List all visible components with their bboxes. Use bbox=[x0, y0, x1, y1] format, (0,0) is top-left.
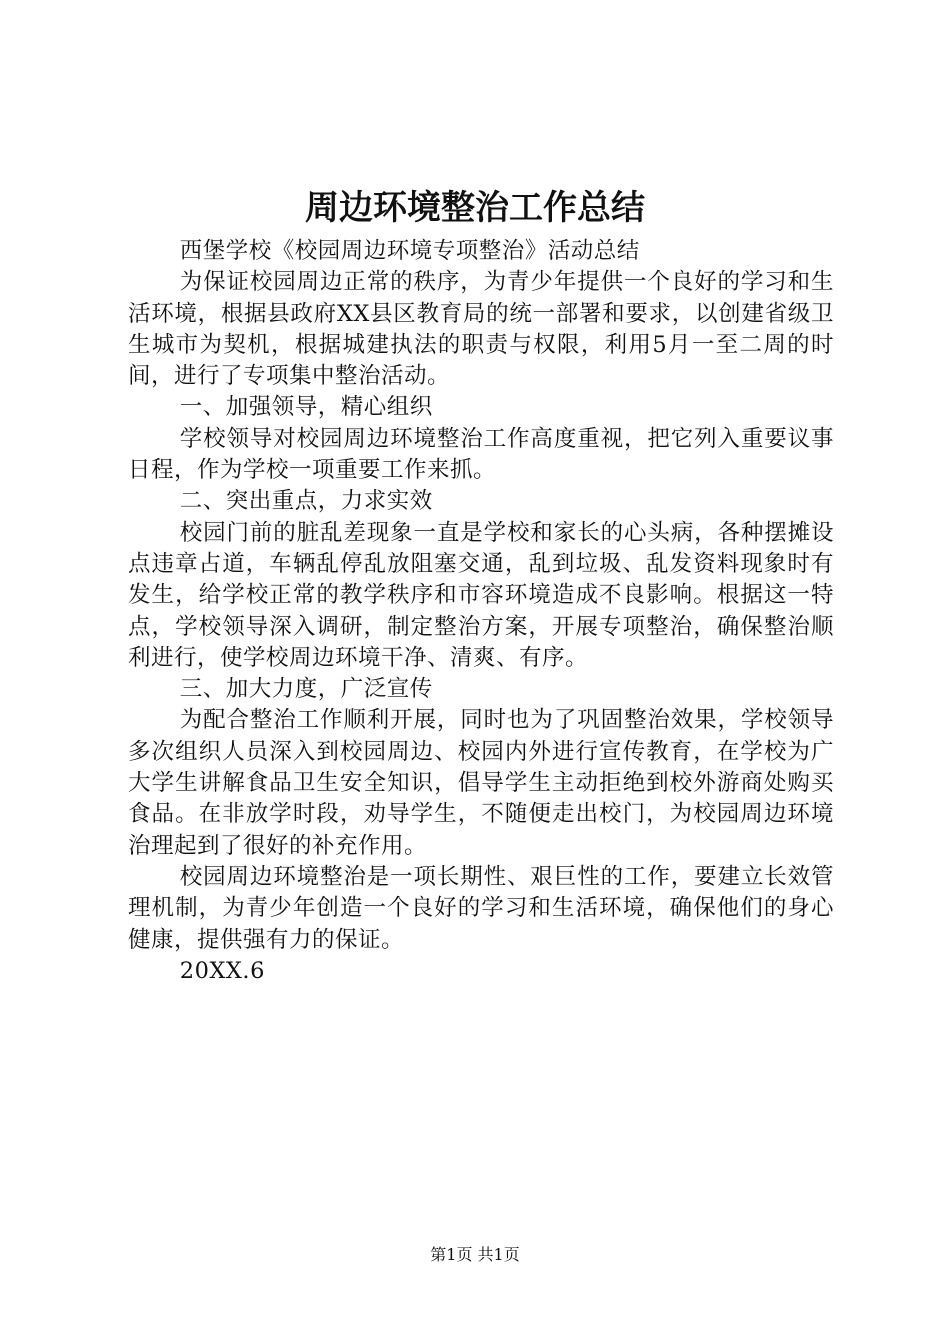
paragraph-section-3: 为配合整治工作顺利开展，同时也为了巩固整治效果，学校领导多次组织人员深入到校园周边、校园内外进行宣传教育，在学校为广大学生讲解食品卫生安全知识，倡导学生主动拒绝到校外游商处购买食品。在非放学时段，劝导学生，不随便走出校门，为校园周边环境治理起到了很好的补充作用。 bbox=[128, 707, 834, 859]
section-heading-1: 一、加强领导，精心组织 bbox=[179, 394, 433, 421]
document-date: 20XX.6 bbox=[179, 957, 265, 984]
paragraph-subtitle: 西堡学校《校园周边环境专项整治》活动总结 bbox=[179, 238, 640, 264]
page-number-footer: 第1页 共1页 bbox=[430, 1245, 520, 1264]
paragraph-section-2: 校园门前的脏乱差现象一直是学校和家长的心头病，各种摆摊设点违章占道，车辆乱停乱放阻塞交通，乱到垃圾、乱发资料现象时有发生，给学校正常的教学秩序和市容环境造成不良影响。根据这一特点，学校领导深入调研，制定整治方案，开展专项整治，确保整治顺利进行，使学校周边环境干净、清爽、有序。 bbox=[128, 519, 834, 671]
document-title: 周边环境整治工作总结 bbox=[305, 188, 645, 228]
section-heading-2: 二、突出重点，力求实效 bbox=[179, 488, 433, 515]
paragraph-conclusion: 校园周边环境整治是一项长期性、艰巨性的工作，要建立长效管理机制，为青少年创造一个良好的学习和生活环境，确保他们的身心健康，提供强有力的保证。 bbox=[128, 863, 834, 953]
section-heading-3: 三、加大力度，广泛宣传 bbox=[179, 676, 433, 703]
document-body bbox=[128, 236, 834, 987]
paragraph-section-1: 学校领导对校园周边环境整治工作高度重视，把它列入重要议事日程，作为学校一项重要工作来抓。 bbox=[128, 425, 834, 484]
paragraph-intro: 为保证校园周边正常的秩序，为青少年提供一个良好的学习和生活环境，根据县政府XX县区教育局的统一部署和要求，以创建省级卫生城市为契机，根据城建执法的职责与权限，利用5月一至二周的时间，进行了专项集中整治活动。 bbox=[128, 269, 834, 390]
